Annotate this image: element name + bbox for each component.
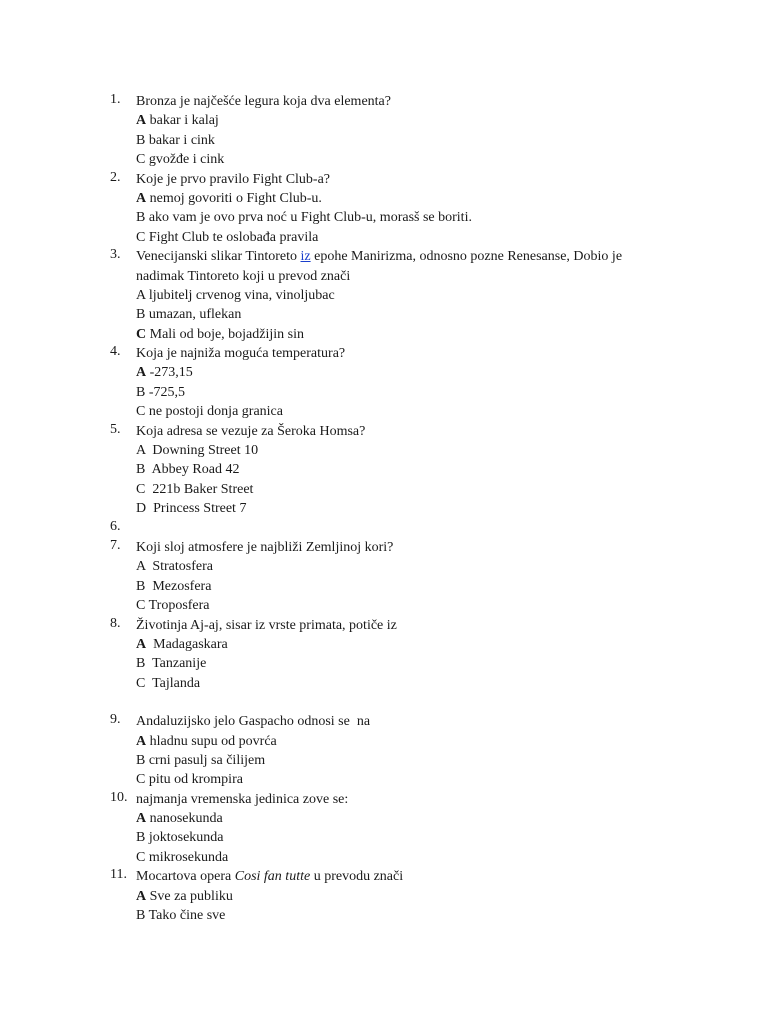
question-text: Koja adresa se vezuje za Šeroka Homsa? <box>136 423 366 439</box>
question-number: 4. <box>110 344 121 360</box>
option-c: C Troposfera <box>136 598 210 614</box>
option-a: A Sve za publiku <box>136 888 233 904</box>
option-b: B ako vam je ovo prva noć u Fight Club-u, morasš se boriti. <box>136 210 472 226</box>
question-text: Mocartova opera Cosi fan tutte u prevodu znači <box>136 869 404 885</box>
question-number: 11. <box>110 867 127 883</box>
option-c: C ne postoji donja granica <box>136 404 283 420</box>
question-5 <box>110 422 670 519</box>
question-text: Koja je najniža moguća temperatura? <box>136 346 346 362</box>
question-10 <box>110 790 670 868</box>
question-9 <box>110 712 670 790</box>
question-number: 1. <box>110 92 121 107</box>
option-c: C Fight Club te oslobađa pravila <box>136 229 319 245</box>
question-3 <box>110 247 670 344</box>
option-a: A ljubitelj crvenog vina, vinoljubac <box>136 287 335 303</box>
option-c: C mikrosekunda <box>136 849 229 865</box>
option-a: A bakar i kalaj <box>136 113 219 129</box>
option-a: A nemoj govoriti o Fight Club-u. <box>136 190 322 206</box>
question-4 <box>110 344 670 422</box>
option-d: D Princess Street 7 <box>136 501 247 517</box>
question-text: Venecijanski slikar Tintoreto iz epohe Manirizma, odnosno pozne Renesanse, Dobio je <box>136 249 623 265</box>
option-b: B joktosekunda <box>136 830 224 846</box>
question-text-continued: nadimak Tintoreto koji u prevod znači <box>136 268 351 284</box>
option-c: C pitu od krompira <box>136 772 243 788</box>
question-number: 2. <box>110 169 121 185</box>
question-text: Koji sloj atmosfere je najbliži Zemljinoj kori? <box>136 539 394 555</box>
question-7 <box>110 538 670 616</box>
option-a: A Downing Street 10 <box>136 443 259 459</box>
question-6 <box>110 519 670 538</box>
question-number: 5. <box>110 421 121 437</box>
question-number: 10. <box>110 789 128 805</box>
quiz-list <box>110 92 670 925</box>
question-number: 7. <box>110 537 121 553</box>
option-b: B Abbey Road 42 <box>136 462 240 478</box>
option-c: C Tajlanda <box>136 675 201 691</box>
option-b: B umazan, uflekan <box>136 307 242 323</box>
option-a: A -273,15 <box>136 365 193 381</box>
question-text: Životinja Aj-aj, sisar iz vrste primata, potiče iz <box>136 617 397 633</box>
question-number: 6. <box>110 518 121 534</box>
question-1 <box>110 92 670 170</box>
inline-link[interactable]: iz <box>300 249 311 265</box>
question-text: Koje je prvo pravilo Fight Club-a? <box>136 171 331 187</box>
option-b: B crni pasulj sa čilijem <box>136 752 266 768</box>
option-a: A Madagaskara <box>136 636 228 652</box>
blank-line <box>110 693 670 712</box>
opera-title: Cosi fan tutte <box>234 869 311 885</box>
option-b: B bakar i cink <box>136 132 215 148</box>
option-a: A Stratosfera <box>136 559 213 575</box>
option-c: C 221b Baker Street <box>136 481 254 497</box>
option-a: A nanosekunda <box>136 811 223 827</box>
question-number: 3. <box>110 247 121 263</box>
option-b: B -725,5 <box>136 384 186 400</box>
option-c: C Mali od boje, bojadžijin sin <box>136 326 304 342</box>
question-text: Andaluzijsko jelo Gaspacho odnosi se na <box>136 714 371 730</box>
question-number: 8. <box>110 615 121 631</box>
option-b: B Mezosfera <box>136 578 212 594</box>
option-a: A hladnu supu od povrća <box>136 733 277 749</box>
question-text <box>136 519 670 538</box>
option-b: B Tako čine sve <box>136 908 226 924</box>
question-2 <box>110 170 670 248</box>
option-c: C gvožđe i cink <box>136 152 225 168</box>
question-11 <box>110 867 670 925</box>
question-number: 9. <box>110 712 121 728</box>
question-text: Bronza je najčešće legura koja dva elementa? <box>136 94 391 109</box>
question-text: najmanja vremenska jedinica zove se: <box>136 791 349 807</box>
question-8 <box>110 616 670 694</box>
option-b: B Tanzanije <box>136 656 207 672</box>
